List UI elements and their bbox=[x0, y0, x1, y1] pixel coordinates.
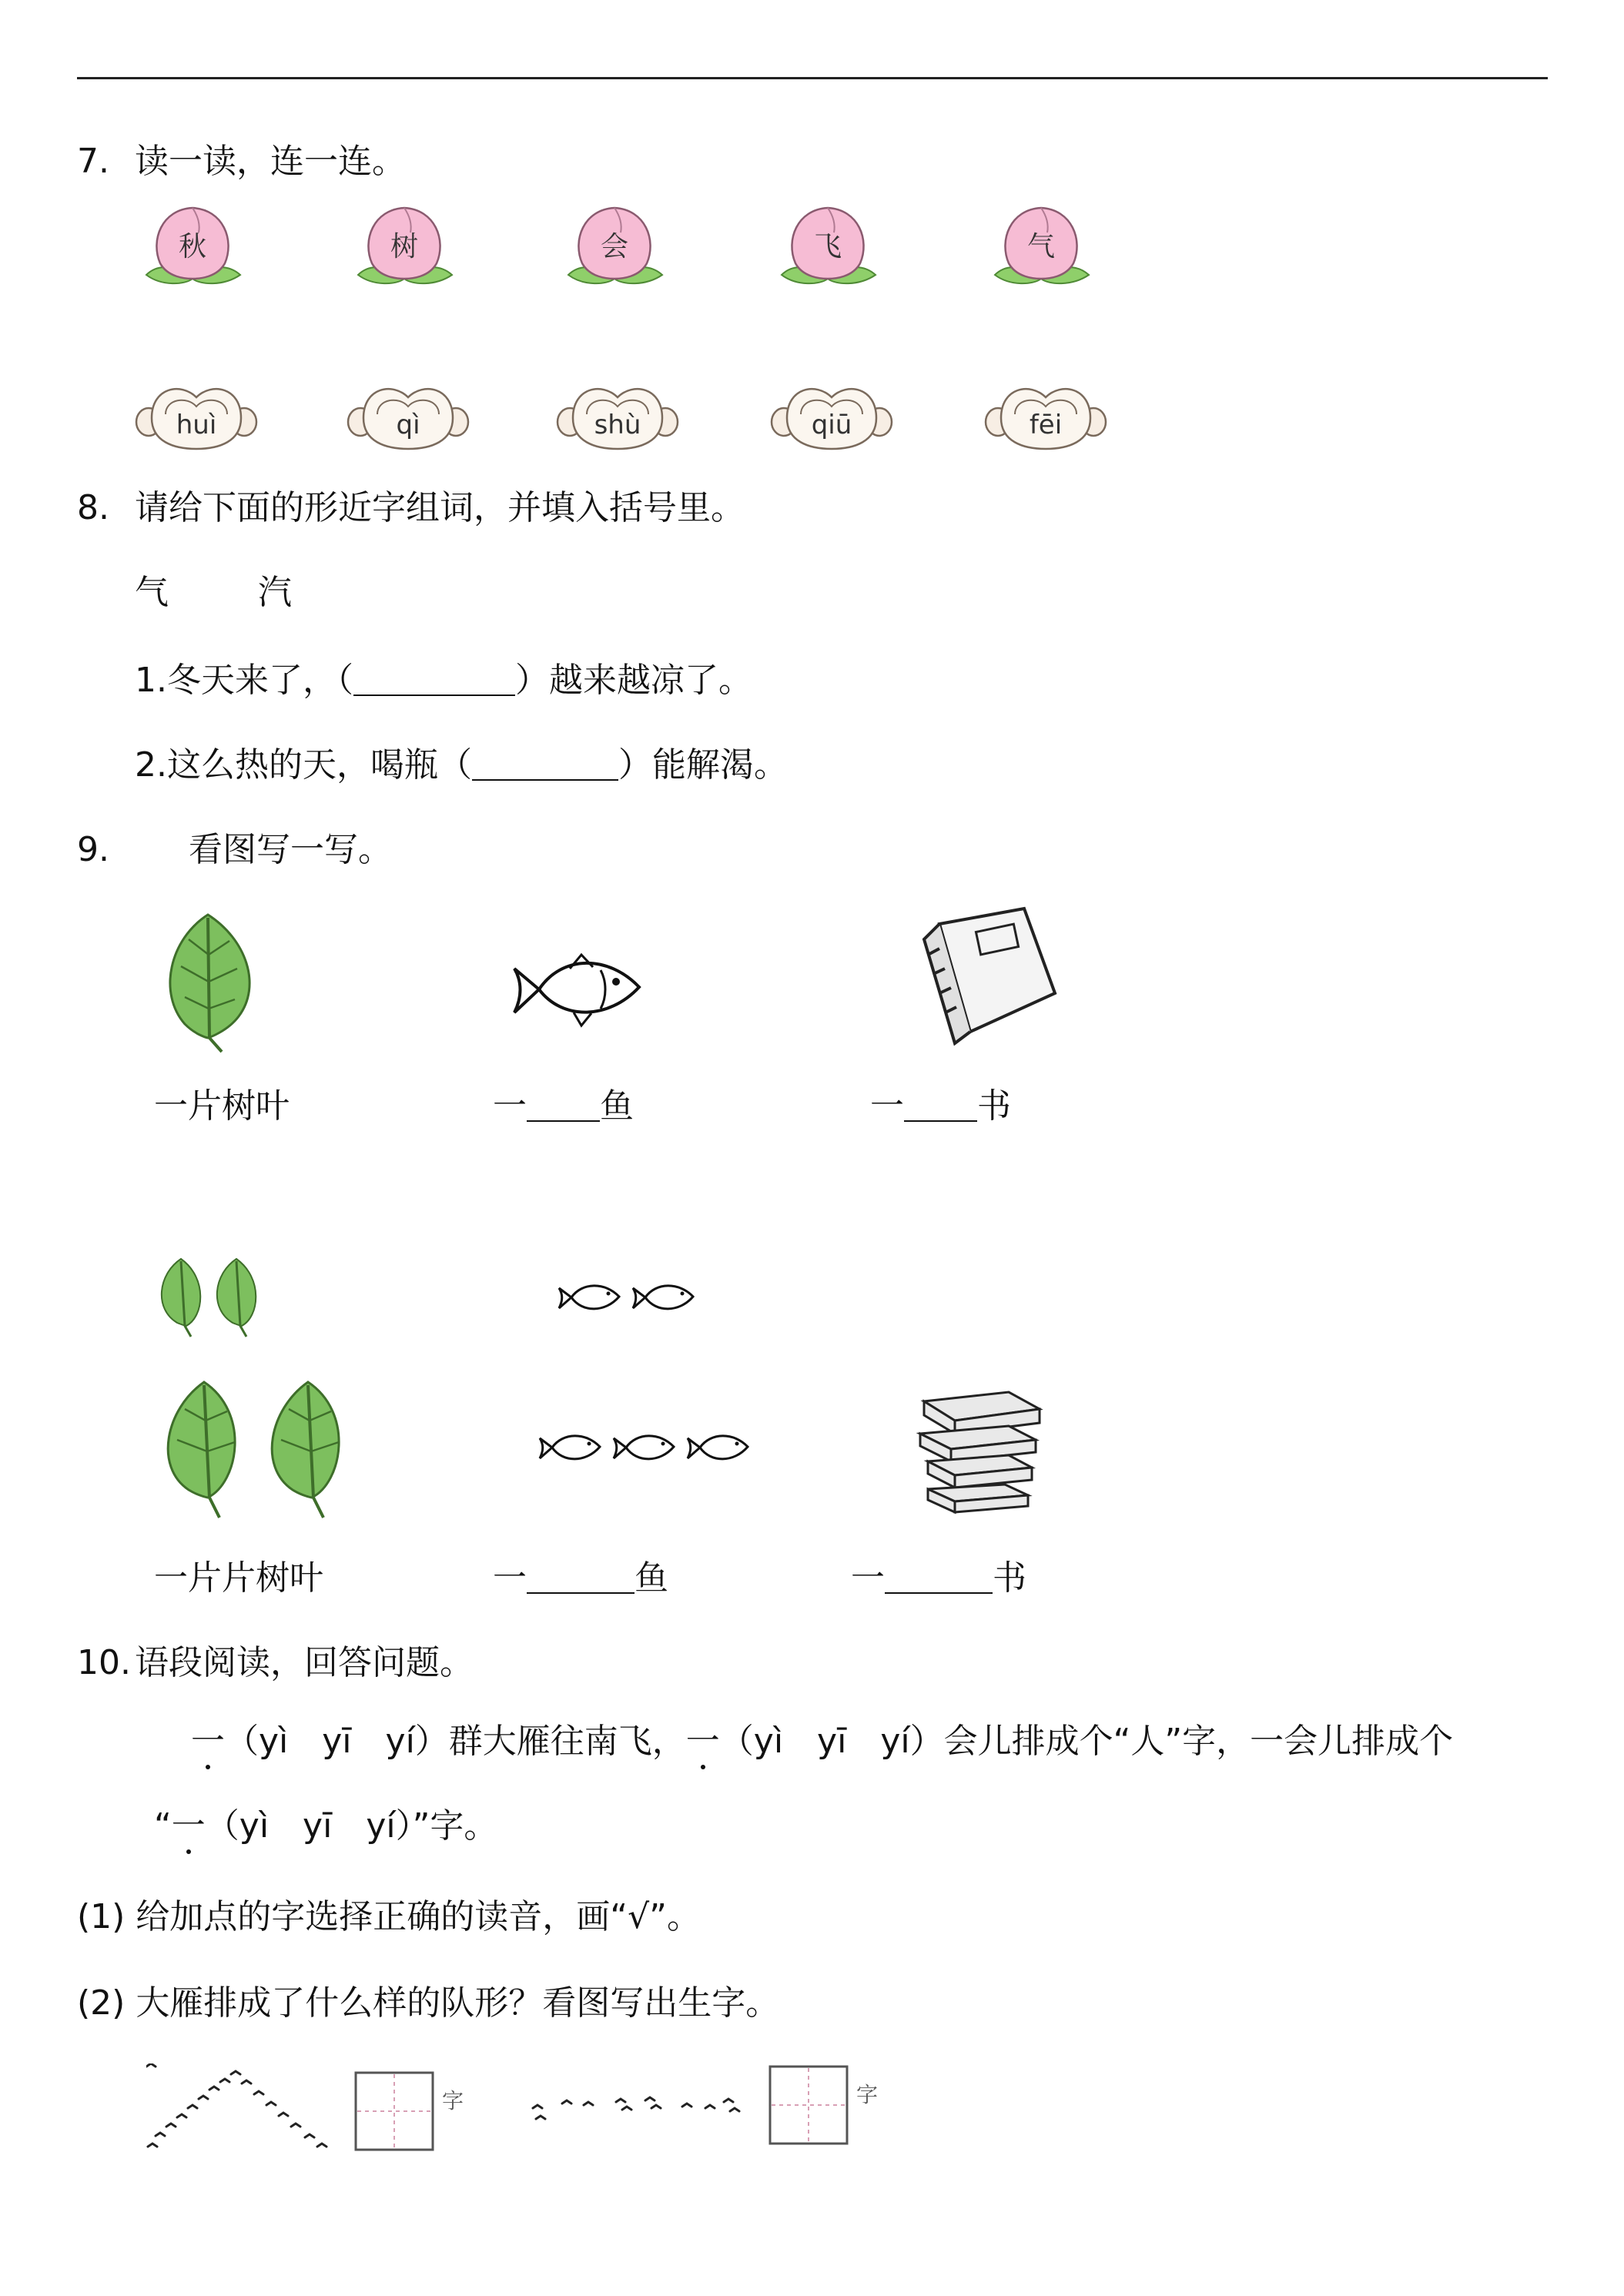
q9-row2-fish-blank[interactable] bbox=[527, 1561, 635, 1594]
monkey-pinyin: shù bbox=[594, 410, 641, 440]
q9-row2-book-prefix: 一 bbox=[851, 1558, 885, 1598]
q8-blank-2[interactable] bbox=[472, 748, 618, 781]
q9-row1-fish-suffix: 鱼 bbox=[600, 1086, 634, 1126]
q9-row2-book-label bbox=[851, 1558, 1026, 1598]
q10-options-2[interactable]: （yì yī yí） bbox=[719, 1722, 944, 1761]
q10-number: 10. bbox=[77, 1643, 131, 1682]
q9-row1-fish-prefix: 一 bbox=[493, 1086, 527, 1126]
peach-icon[interactable] bbox=[774, 202, 882, 294]
monkey-pinyin: fēi bbox=[1029, 410, 1063, 440]
q10-dotted-yi-3: 一 bbox=[171, 1806, 206, 1846]
q9-row2-book-blank[interactable] bbox=[885, 1561, 993, 1594]
peach-icon[interactable] bbox=[561, 202, 668, 294]
monkey-face-icon[interactable] bbox=[556, 376, 679, 453]
peach-icon[interactable] bbox=[987, 202, 1095, 294]
q8-number: 8. bbox=[77, 488, 109, 527]
q10-line1-mid: 群大雁往南飞， bbox=[448, 1722, 686, 1761]
q8-s2-start: 2.这么热的天，喝瓶（ bbox=[135, 745, 472, 785]
q9-row2-fish-prefix: 一 bbox=[493, 1558, 527, 1598]
two-fish-icon bbox=[554, 1274, 701, 1320]
q9-row1-leaf-label: 一片树叶 bbox=[154, 1086, 290, 1126]
book-icon bbox=[909, 901, 1063, 1047]
monkey-pinyin: qiū bbox=[811, 410, 852, 440]
grid-2-label: 字 bbox=[856, 2082, 879, 2107]
q7-number: 7. bbox=[77, 142, 109, 181]
peach-icon[interactable] bbox=[350, 202, 458, 294]
leaves-icon bbox=[154, 1374, 362, 1521]
peach-char: 秋 bbox=[178, 231, 207, 263]
q9-title: 看图写一写。 bbox=[189, 830, 392, 869]
monkey-pinyin: qì bbox=[396, 410, 420, 440]
q8-s2-end: ）能解渴。 bbox=[618, 745, 788, 785]
three-fish-icon bbox=[535, 1424, 758, 1471]
fish-icon bbox=[508, 947, 647, 1032]
geese-ren-formation-icon bbox=[146, 2063, 339, 2156]
monkey-face-icon[interactable] bbox=[135, 376, 258, 453]
peach-char: 树 bbox=[390, 231, 419, 263]
peach-char: 飞 bbox=[813, 231, 842, 263]
q9-row2-book-suffix: 书 bbox=[993, 1558, 1026, 1598]
q10-options-1[interactable]: （yì yī yí） bbox=[225, 1722, 449, 1761]
q9-number: 9. bbox=[77, 830, 109, 869]
books-stack-icon bbox=[909, 1386, 1047, 1517]
peach-icon[interactable] bbox=[139, 202, 246, 294]
monkey-face-icon[interactable] bbox=[347, 376, 470, 453]
geese-yi-formation-icon bbox=[531, 2087, 747, 2133]
q10-title: 语段阅读，回答问题。 bbox=[135, 1643, 474, 1682]
q8-s1-start: 1.冬天来了，（ bbox=[135, 661, 353, 700]
q10-line1-end: 会儿排成个“人”字，一会儿排成个 bbox=[943, 1722, 1454, 1761]
q7-title: 读一读，连一连。 bbox=[135, 142, 406, 181]
q10-options-3[interactable]: （yì yī yí） bbox=[205, 1806, 413, 1846]
q9-row2-leaf-label: 一片片树叶 bbox=[154, 1558, 323, 1598]
q10-open-quote: “ bbox=[154, 1806, 172, 1846]
q9-row2-fish-suffix: 鱼 bbox=[635, 1558, 668, 1598]
top-rule bbox=[77, 77, 1548, 79]
q9-row1-book-prefix: 一 bbox=[870, 1086, 904, 1126]
q8-sentence-2 bbox=[135, 745, 788, 785]
writing-grid-2[interactable] bbox=[767, 2063, 882, 2148]
q9-row1-fish-blank[interactable] bbox=[527, 1089, 600, 1122]
q10-line2-end: ”字。 bbox=[412, 1806, 498, 1846]
q9-row1-book-blank[interactable] bbox=[904, 1089, 977, 1122]
grid-1-label: 字 bbox=[442, 2088, 464, 2114]
monkey-face-icon[interactable] bbox=[984, 376, 1107, 453]
q9-row1-fish-label bbox=[493, 1086, 634, 1126]
q10-sub-question-2: (2) 大雁排成了什么样的队形？看图写出生字。 bbox=[77, 1983, 780, 2023]
q8-sentence-1 bbox=[135, 661, 752, 700]
q8-title: 请给下面的形近字组词，并填入括号里。 bbox=[135, 488, 745, 527]
q8-char-2: 汽 bbox=[258, 573, 292, 612]
q9-row1-book-label bbox=[870, 1086, 1011, 1126]
peach-char: 气 bbox=[1026, 231, 1056, 263]
q10-sub-question-1: (1) 给加点的字选择正确的读音，画“√”。 bbox=[77, 1897, 701, 1936]
q10-dotted-yi-2: 一 bbox=[685, 1722, 720, 1761]
q9-row1-book-suffix: 书 bbox=[977, 1086, 1011, 1126]
small-leaves-icon bbox=[154, 1255, 277, 1340]
q8-s1-end: ）越来越凉了。 bbox=[514, 661, 752, 700]
writing-grid-1[interactable] bbox=[353, 2070, 468, 2154]
peach-char: 会 bbox=[600, 231, 629, 263]
leaf-icon bbox=[154, 909, 262, 1055]
q9-row2-fish-label bbox=[493, 1558, 668, 1598]
monkey-pinyin: huì bbox=[176, 410, 217, 440]
q8-char-1: 气 bbox=[135, 573, 169, 612]
q8-blank-1[interactable] bbox=[353, 664, 515, 696]
q10-paragraph-line-1 bbox=[191, 1722, 1454, 1761]
monkey-face-icon[interactable] bbox=[770, 376, 893, 453]
q10-paragraph-line-2 bbox=[154, 1806, 498, 1846]
q10-dotted-yi-1: 一 bbox=[191, 1722, 225, 1761]
